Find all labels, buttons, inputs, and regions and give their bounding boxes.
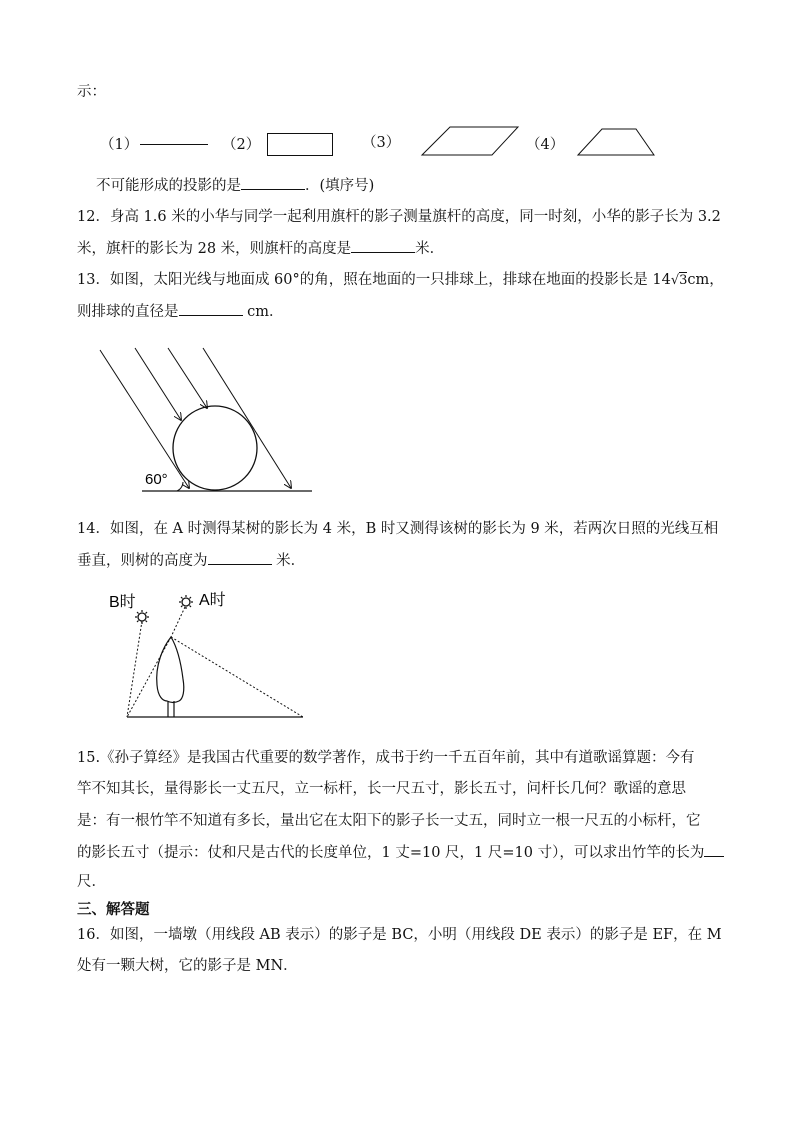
answer-blank[interactable] <box>704 842 724 857</box>
sqrt-symbol: √ <box>670 273 680 288</box>
answer-blank[interactable] <box>351 238 415 253</box>
q15-line-1: 15.《孙子算经》是我国古代重要的数学著作，成书于约一千五百年前，其中有道歌谣算题：今有 <box>77 750 695 766</box>
label-b-time: B时 <box>109 594 136 611</box>
q14-line-2-suffix: 米． <box>271 553 306 569</box>
ball-circle <box>173 406 257 490</box>
q13-ball-figure <box>95 340 320 500</box>
q14-line-2 <box>77 550 724 571</box>
shape-label-1: （1） <box>100 137 139 153</box>
q15-line-4 <box>77 842 724 863</box>
tree-trunk <box>168 701 174 717</box>
sun-ray <box>135 348 181 420</box>
q12-line-2-suffix: 米． <box>415 241 445 257</box>
q12-line-2 <box>77 238 724 259</box>
trapezoid-shape <box>576 125 658 157</box>
sun-icon-a <box>179 595 193 609</box>
shape-label-3: （3） <box>362 135 401 151</box>
q16-line-1: 16．如图，一墙墩（用线段 AB 表示）的影子是 BC，小明（用线段 DE 表示）的影子是 EF，在 M <box>77 927 722 943</box>
sun-ray <box>203 348 291 488</box>
q13-line-2-suffix: cm． <box>242 304 284 320</box>
answer-blank[interactable] <box>179 301 243 316</box>
q11-question-suffix: ．(填序号) <box>305 178 375 194</box>
shape-label-4: （4） <box>526 137 565 153</box>
ray-a <box>171 637 303 717</box>
sun-ray <box>100 350 189 488</box>
angle-label: 60° <box>145 471 168 488</box>
q14-line-2-text: 垂直，则树的高度为 <box>77 553 208 569</box>
tree-crown <box>157 637 184 703</box>
sun-ray <box>168 348 207 408</box>
rectangle-shape <box>267 133 333 156</box>
sqrt-radicand: 3 <box>679 273 688 288</box>
q14-tree-figure <box>105 585 320 725</box>
ray-a-extension <box>171 607 185 637</box>
q16-line-2: 处有一颗大树，它的影子是 MN． <box>77 958 298 974</box>
q11-question <box>96 175 724 196</box>
answer-blank[interactable] <box>208 550 272 565</box>
q15-line-4-text: 的影长五寸（提示：仗和尺是古代的长度单位，1 丈=10 尺，1 尺=10 寸），可以求出竹竿的长为 <box>77 845 705 861</box>
q13-line-1-text: 13．如图，太阳光线与地面成 60°的角，照在地面的一只排球上，排球在地面的投影长是 14 <box>77 272 671 288</box>
answer-blank[interactable] <box>241 175 305 190</box>
q14-line-1: 14．如图，在 A 时测得某树的影长为 4 米，B 时又测得该树的影长为 9 米，若两次日照的光线互相 <box>77 521 719 537</box>
q13-line-1 <box>77 270 724 291</box>
label-a-time: A时 <box>199 592 226 609</box>
page-fragment-text: 示： <box>77 84 106 100</box>
q15-line-5: 尺． <box>77 874 106 890</box>
line-segment-shape <box>140 144 208 145</box>
q12-line-1: 12．身高 1.6 米的小华与同学一起利用旗杆的影子测量旗杆的高度，同一时刻，小华的影子长为 3.2 <box>77 209 721 225</box>
q13-line-2-text: 则排球的直径是 <box>77 304 179 320</box>
q13-unit: cm， <box>687 272 724 288</box>
q15-line-3: 是：有一根竹竿不知道有多长，量出它在太阳下的影子长一丈五，同时立一根一尺五的小标杆，它 <box>77 813 701 829</box>
q11-shapes-row <box>100 125 680 165</box>
q12-line-2-text: 米，旗杆的影长为 28 米，则旗杆的高度是 <box>77 241 352 257</box>
q15-line-2: 竿不知其长，量得影长一丈五尺，立一标杆，长一尺五寸，影长五寸，问杆长几何？歌谣的意思 <box>77 781 686 797</box>
parallelogram-shape <box>420 125 520 157</box>
angle-arc <box>177 482 183 491</box>
q13-line-2 <box>77 301 724 322</box>
shape-label-2: （2） <box>222 137 261 153</box>
ray-b <box>127 621 142 717</box>
section-heading: 三、解答题 <box>77 902 150 918</box>
q11-question-text: 不可能形成的投影的是 <box>96 178 241 194</box>
